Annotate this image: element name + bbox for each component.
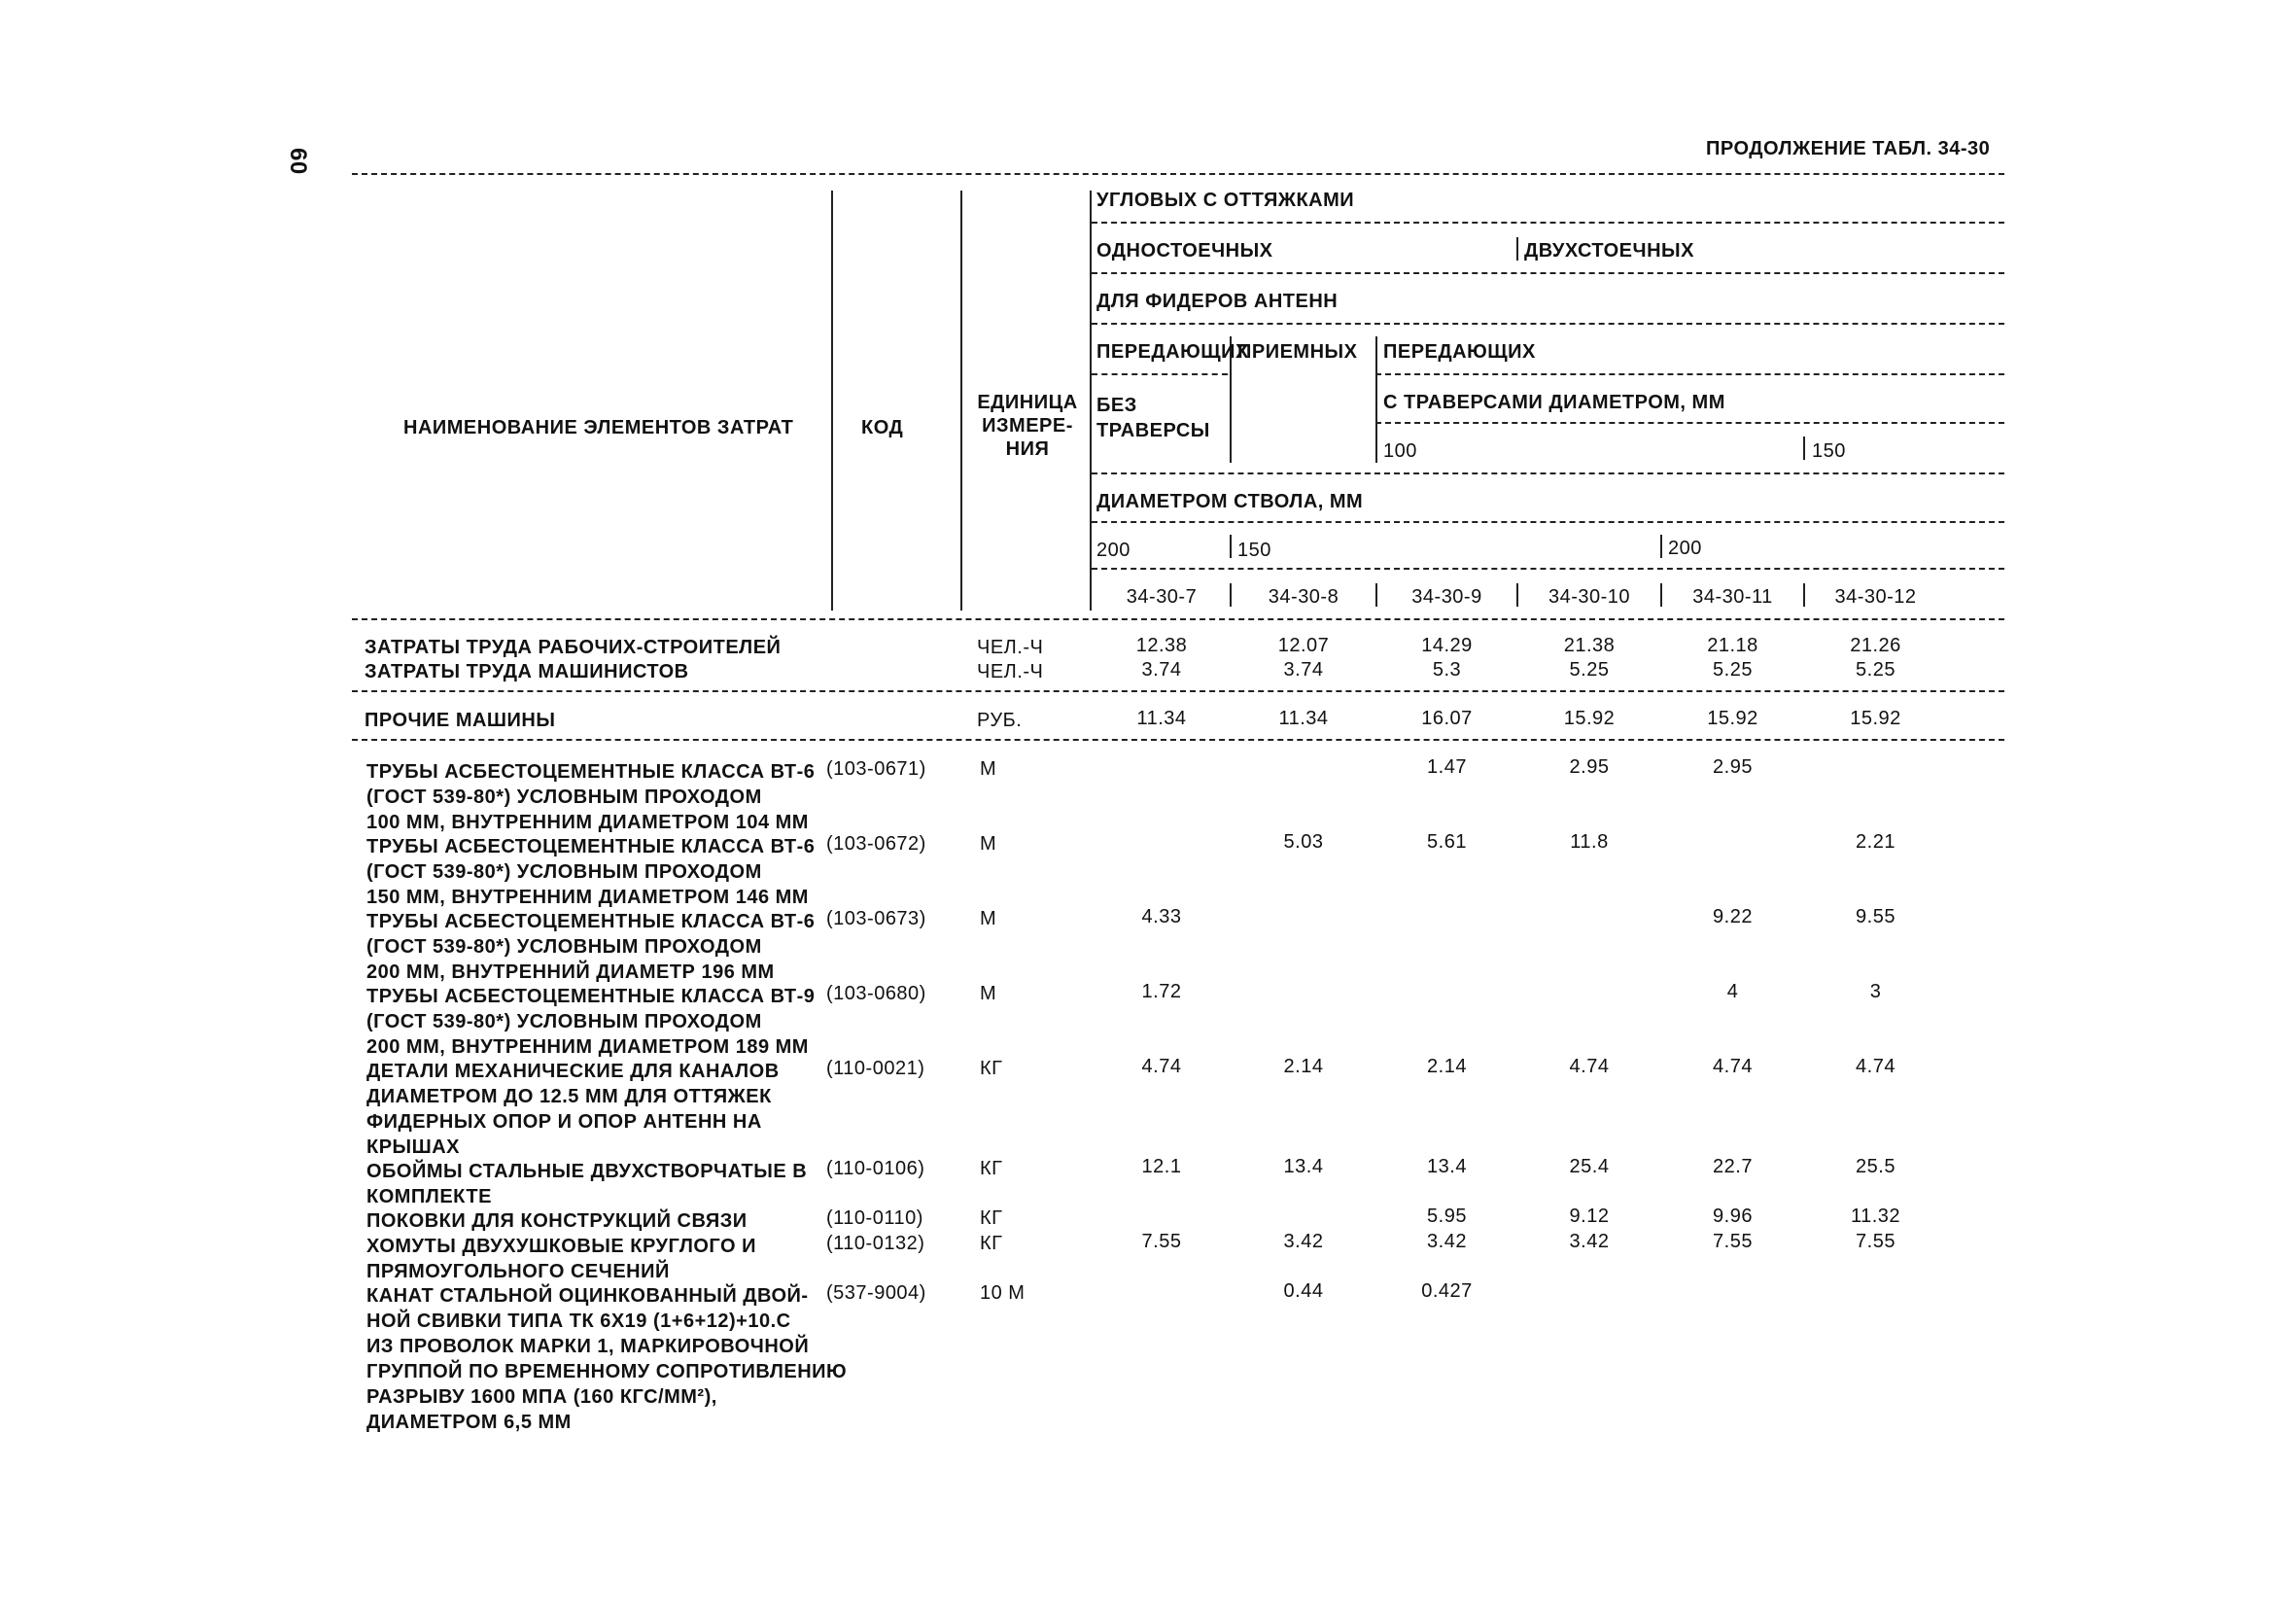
row-unit: КГ xyxy=(980,1058,1003,1079)
row-description-line: ТРУБЫ АСБЕСТОЦЕМЕНТНЫЕ КЛАССА ВТ-6 xyxy=(366,761,816,783)
row-description-line: ДЕТАЛИ МЕХАНИЧЕСКИЕ ДЛЯ КАНАЛОВ xyxy=(366,1061,780,1082)
cell-value: 13.4 xyxy=(1283,1156,1324,1177)
cell-value: 9.22 xyxy=(1713,906,1753,927)
cell-value: 3.42 xyxy=(1569,1231,1610,1252)
row-code: (103-0672) xyxy=(826,833,926,855)
row-unit: 10 М xyxy=(980,1282,1026,1304)
header-transmit2: ПЕРЕДАЮЩИХ xyxy=(1383,341,1536,363)
cell-value: 21.26 xyxy=(1850,635,1901,656)
cell-value: 16.07 xyxy=(1421,708,1473,729)
row-code: (103-0671) xyxy=(826,758,926,780)
row-description-line: НОЙ СВИВКИ ТИПА ТК 6Х19 (1+6+12)+10.С xyxy=(366,1311,791,1332)
header-s200b: 200 xyxy=(1668,538,1702,559)
cell-value: 11.8 xyxy=(1570,831,1609,853)
cell-value: 12.1 xyxy=(1141,1156,1182,1177)
header-unit-line-1: ЕДИНИЦА xyxy=(977,392,1078,413)
row-description-line: ТРУБЫ АСБЕСТОЦЕМЕНТНЫЕ КЛАССА ВТ-6 xyxy=(366,836,816,857)
rule-after-labor xyxy=(352,690,2004,692)
rule-h7 xyxy=(1092,521,2004,523)
header-no-traverse xyxy=(1096,393,1210,443)
row-description xyxy=(366,834,815,910)
row-description xyxy=(366,909,815,985)
row-description xyxy=(366,759,815,835)
rule-header-bottom xyxy=(352,618,2004,620)
row-description xyxy=(366,1159,807,1209)
header-unit-line-3: НИЯ xyxy=(1005,438,1050,460)
cell-value: 1.72 xyxy=(1141,981,1182,1002)
cell-value: 7.55 xyxy=(1713,1231,1753,1252)
cell-value: 21.18 xyxy=(1707,635,1758,656)
column-code: 34-30-10 xyxy=(1548,586,1631,608)
vrule-s200b xyxy=(1660,535,1662,558)
cell-value: 11.34 xyxy=(1278,708,1329,729)
cell-value: 5.25 xyxy=(1856,659,1896,681)
cell-value: 7.55 xyxy=(1141,1231,1182,1252)
row-description-line: ПРЯМОУГОЛЬНОГО СЕЧЕНИЙ xyxy=(366,1261,670,1282)
cell-value: 2.95 xyxy=(1713,756,1753,778)
header-name-col: НАИМЕНОВАНИЕ ЭЛЕМЕНТОВ ЗАТРАТ xyxy=(403,417,794,438)
row-description-line: КОМПЛЕКТЕ xyxy=(366,1186,492,1207)
row-description xyxy=(366,1283,847,1435)
row-name: ПРОЧИЕ МАШИНЫ xyxy=(365,710,556,731)
header-s150: 150 xyxy=(1237,540,1271,561)
row-unit: КГ xyxy=(980,1207,1003,1229)
row-unit: М xyxy=(980,833,997,855)
row-description-line: ГРУППОЙ ПО ВРЕМЕННОМУ СОПРОТИВЛЕНИЮ xyxy=(366,1361,848,1382)
cell-value: 3.74 xyxy=(1141,659,1182,681)
header-receive: ПРИЕМНЫХ xyxy=(1237,341,1358,363)
rule-h6 xyxy=(1092,472,2004,474)
row-description-line: (ГОСТ 539-80*) УСЛОВНЫМ ПРОХОДОМ xyxy=(366,936,762,958)
cell-value: 2.14 xyxy=(1283,1056,1324,1077)
rule-h4b xyxy=(1375,373,2004,375)
cell-value: 9.96 xyxy=(1713,1206,1753,1227)
cell-value: 2.14 xyxy=(1427,1056,1467,1077)
header-no-traverse-line-2: ТРАВЕРСЫ xyxy=(1096,420,1210,441)
cell-value: 5.25 xyxy=(1713,659,1753,681)
row-description-line: (ГОСТ 539-80*) УСЛОВНЫМ ПРОХОДОМ xyxy=(366,787,762,808)
row-description-line: ДИАМЕТРОМ ДО 12.5 ММ ДЛЯ ОТТЯЖЕК xyxy=(366,1086,772,1107)
rule-h8 xyxy=(1092,568,2004,570)
cell-value: 15.92 xyxy=(1850,708,1901,729)
header-transmit: ПЕРЕДАЮЩИХ xyxy=(1096,341,1249,363)
row-description-line: ОБОЙМЫ СТАЛЬНЫЕ ДВУХСТВОРЧАТЫЕ В xyxy=(366,1161,808,1182)
row-description-line: (ГОСТ 539-80*) УСЛОВНЫМ ПРОХОДОМ xyxy=(366,861,762,883)
cell-value: 3.42 xyxy=(1283,1231,1324,1252)
row-code: (110-0110) xyxy=(826,1207,923,1229)
row-description-line: ХОМУТЫ ДВУХУШКОВЫЕ КРУГЛОГО И xyxy=(366,1236,756,1257)
row-code: (110-0132) xyxy=(826,1233,925,1254)
cell-value: 3.42 xyxy=(1427,1231,1467,1252)
cell-value: 11.34 xyxy=(1136,708,1187,729)
cell-value: 5.3 xyxy=(1432,659,1462,681)
rule-top xyxy=(352,173,2004,175)
row-description-line: 200 ММ, ВНУТРЕННИЙ ДИАМЕТР 196 ММ xyxy=(366,961,775,983)
row-description-line: ИЗ ПРОВОЛОК МАРКИ 1, МАРКИРОВОЧНОЙ xyxy=(366,1336,810,1357)
cell-value: 25.4 xyxy=(1569,1156,1610,1177)
cell-value: 5.25 xyxy=(1569,659,1610,681)
row-unit: КГ xyxy=(980,1158,1003,1179)
row-description-line: ТРУБЫ АСБЕСТОЦЕМЕНТНЫЕ КЛАССА ВТ-6 xyxy=(366,911,816,932)
row-unit: М xyxy=(980,908,997,929)
page-number: 60 xyxy=(285,148,311,175)
cell-value: 5.03 xyxy=(1283,831,1324,853)
cell-value: 0.427 xyxy=(1421,1280,1473,1302)
rule-h2 xyxy=(1092,272,2004,274)
vrule-receive-transmit2 xyxy=(1375,336,1377,463)
cell-value: 5.61 xyxy=(1427,831,1467,853)
row-description-line: 100 ММ, ВНУТРЕННИМ ДИАМЕТРОМ 104 ММ xyxy=(366,812,809,833)
column-code: 34-30-11 xyxy=(1692,586,1773,608)
cell-value: 3 xyxy=(1869,981,1882,1002)
cell-value: 9.12 xyxy=(1569,1206,1610,1227)
header-double-post: ДВУХСТОЕЧНЫХ xyxy=(1524,240,1694,262)
header-unit-col xyxy=(967,391,1088,461)
row-description xyxy=(366,1208,748,1234)
vrule-s150 xyxy=(1230,535,1232,558)
row-name: ЗАТРАТЫ ТРУДА МАШИНИСТОВ xyxy=(365,661,689,682)
rule-h4a xyxy=(1092,373,1228,375)
header-single-post: ОДНОСТОЕЧНЫХ xyxy=(1096,240,1273,262)
cell-value: 4.74 xyxy=(1856,1056,1896,1077)
rule-h1 xyxy=(1092,222,2004,224)
row-description xyxy=(366,984,815,1060)
header-unit-line-2: ИЗМЕРЕ- xyxy=(982,415,1073,437)
cell-value: 4.74 xyxy=(1569,1056,1610,1077)
row-unit: М xyxy=(980,983,997,1004)
row-description-line: ФИДЕРНЫХ ОПОР И ОПОР АНТЕНН НА xyxy=(366,1111,762,1133)
vrule-single-double xyxy=(1516,237,1518,261)
header-d150: 150 xyxy=(1812,440,1846,462)
row-code: (103-0673) xyxy=(826,908,926,929)
row-code: (103-0680) xyxy=(826,983,926,1004)
row-description xyxy=(366,1234,756,1284)
cell-value: 9.55 xyxy=(1856,906,1896,927)
cell-value: 4.74 xyxy=(1713,1056,1753,1077)
cell-value: 11.32 xyxy=(1850,1206,1901,1227)
cell-value: 2.21 xyxy=(1856,831,1896,853)
cell-value: 1.47 xyxy=(1427,756,1467,778)
row-description-line: РАЗРЫВУ 1600 МПА (160 КГС/ММ²), xyxy=(366,1386,717,1408)
column-code: 34-30-8 xyxy=(1268,586,1339,608)
cell-value: 5.95 xyxy=(1427,1206,1467,1227)
row-code: (110-0106) xyxy=(826,1158,925,1179)
row-description-line: КАНАТ СТАЛЬНОЙ ОЦИНКОВАННЫЙ ДВОЙ- xyxy=(366,1285,809,1307)
rule-h3 xyxy=(1092,323,2004,325)
cell-value: 2.95 xyxy=(1569,756,1610,778)
cell-value: 3.74 xyxy=(1283,659,1324,681)
header-feeder: ДЛЯ ФИДЕРОВ АНТЕНН xyxy=(1096,291,1339,312)
cell-value: 12.38 xyxy=(1135,635,1188,656)
vrule-name-code xyxy=(831,191,833,611)
cell-value: 22.7 xyxy=(1713,1156,1753,1177)
rule-after-machines xyxy=(352,739,2004,741)
row-description xyxy=(366,1059,780,1160)
column-code: 34-30-7 xyxy=(1126,586,1198,608)
header-d100: 100 xyxy=(1383,440,1417,462)
row-code: (537-9004) xyxy=(826,1282,926,1304)
cell-value: 13.4 xyxy=(1427,1156,1467,1177)
cell-value: 0.44 xyxy=(1283,1280,1324,1302)
vrule-code-unit xyxy=(960,191,962,611)
cell-value: 4.74 xyxy=(1141,1056,1182,1077)
vrule-d150 xyxy=(1803,437,1805,460)
header-code-col: КОД xyxy=(861,417,904,438)
column-code: 34-30-9 xyxy=(1411,586,1482,608)
header-shaft-diameter: ДИАМЕТРОМ СТВОЛА, ММ xyxy=(1096,491,1364,512)
header-with-traverse: С ТРАВЕРСАМИ ДИАМЕТРОМ, ММ xyxy=(1383,392,1725,413)
cell-value: 7.55 xyxy=(1856,1231,1896,1252)
column-code: 34-30-12 xyxy=(1834,586,1917,608)
cell-value: 21.38 xyxy=(1563,635,1616,656)
header-no-traverse-line-1: БЕЗ xyxy=(1096,395,1137,416)
row-unit: ЧЕЛ.-Ч xyxy=(977,661,1044,682)
cell-value: 12.07 xyxy=(1277,635,1330,656)
cell-value: 15.92 xyxy=(1707,708,1758,729)
row-unit: ЧЕЛ.-Ч xyxy=(977,637,1044,658)
row-description-line: (ГОСТ 539-80*) УСЛОВНЫМ ПРОХОДОМ xyxy=(366,1011,762,1032)
row-unit: РУБ. xyxy=(977,710,1023,731)
row-name: ЗАТРАТЫ ТРУДА РАБОЧИХ-СТРОИТЕЛЕЙ xyxy=(365,637,782,658)
row-unit: М xyxy=(980,758,997,780)
header-type: УГЛОВЫХ С ОТТЯЖКАМИ xyxy=(1096,190,1355,211)
row-description-line: 200 ММ, ВНУТРЕННИМ ДИАМЕТРОМ 189 ММ xyxy=(366,1036,809,1058)
cell-value: 14.29 xyxy=(1421,635,1473,656)
vrule-unit-data xyxy=(1090,191,1092,611)
row-description-line: ТРУБЫ АСБЕСТОЦЕМЕНТНЫЕ КЛАССА ВТ-9 xyxy=(366,986,816,1007)
continuation-title: ПРОДОЛЖЕНИЕ ТАБЛ. 34-30 xyxy=(1706,138,1991,159)
row-unit: КГ xyxy=(980,1233,1003,1254)
cell-value: 15.92 xyxy=(1563,708,1616,729)
row-description-line: 150 ММ, ВНУТРЕННИМ ДИАМЕТРОМ 146 ММ xyxy=(366,887,809,908)
row-description-line: ПОКОВКИ ДЛЯ КОНСТРУКЦИЙ СВЯЗИ xyxy=(366,1210,748,1232)
row-description-line: ДИАМЕТРОМ 6,5 ММ xyxy=(366,1412,572,1433)
header-s200: 200 xyxy=(1096,540,1131,561)
row-description-line: КРЫШАХ xyxy=(366,1136,461,1158)
cell-value: 4.33 xyxy=(1141,906,1182,927)
rule-h5 xyxy=(1375,422,2004,424)
cell-value: 25.5 xyxy=(1856,1156,1896,1177)
row-code: (110-0021) xyxy=(826,1058,925,1079)
cell-value: 4 xyxy=(1726,981,1739,1002)
